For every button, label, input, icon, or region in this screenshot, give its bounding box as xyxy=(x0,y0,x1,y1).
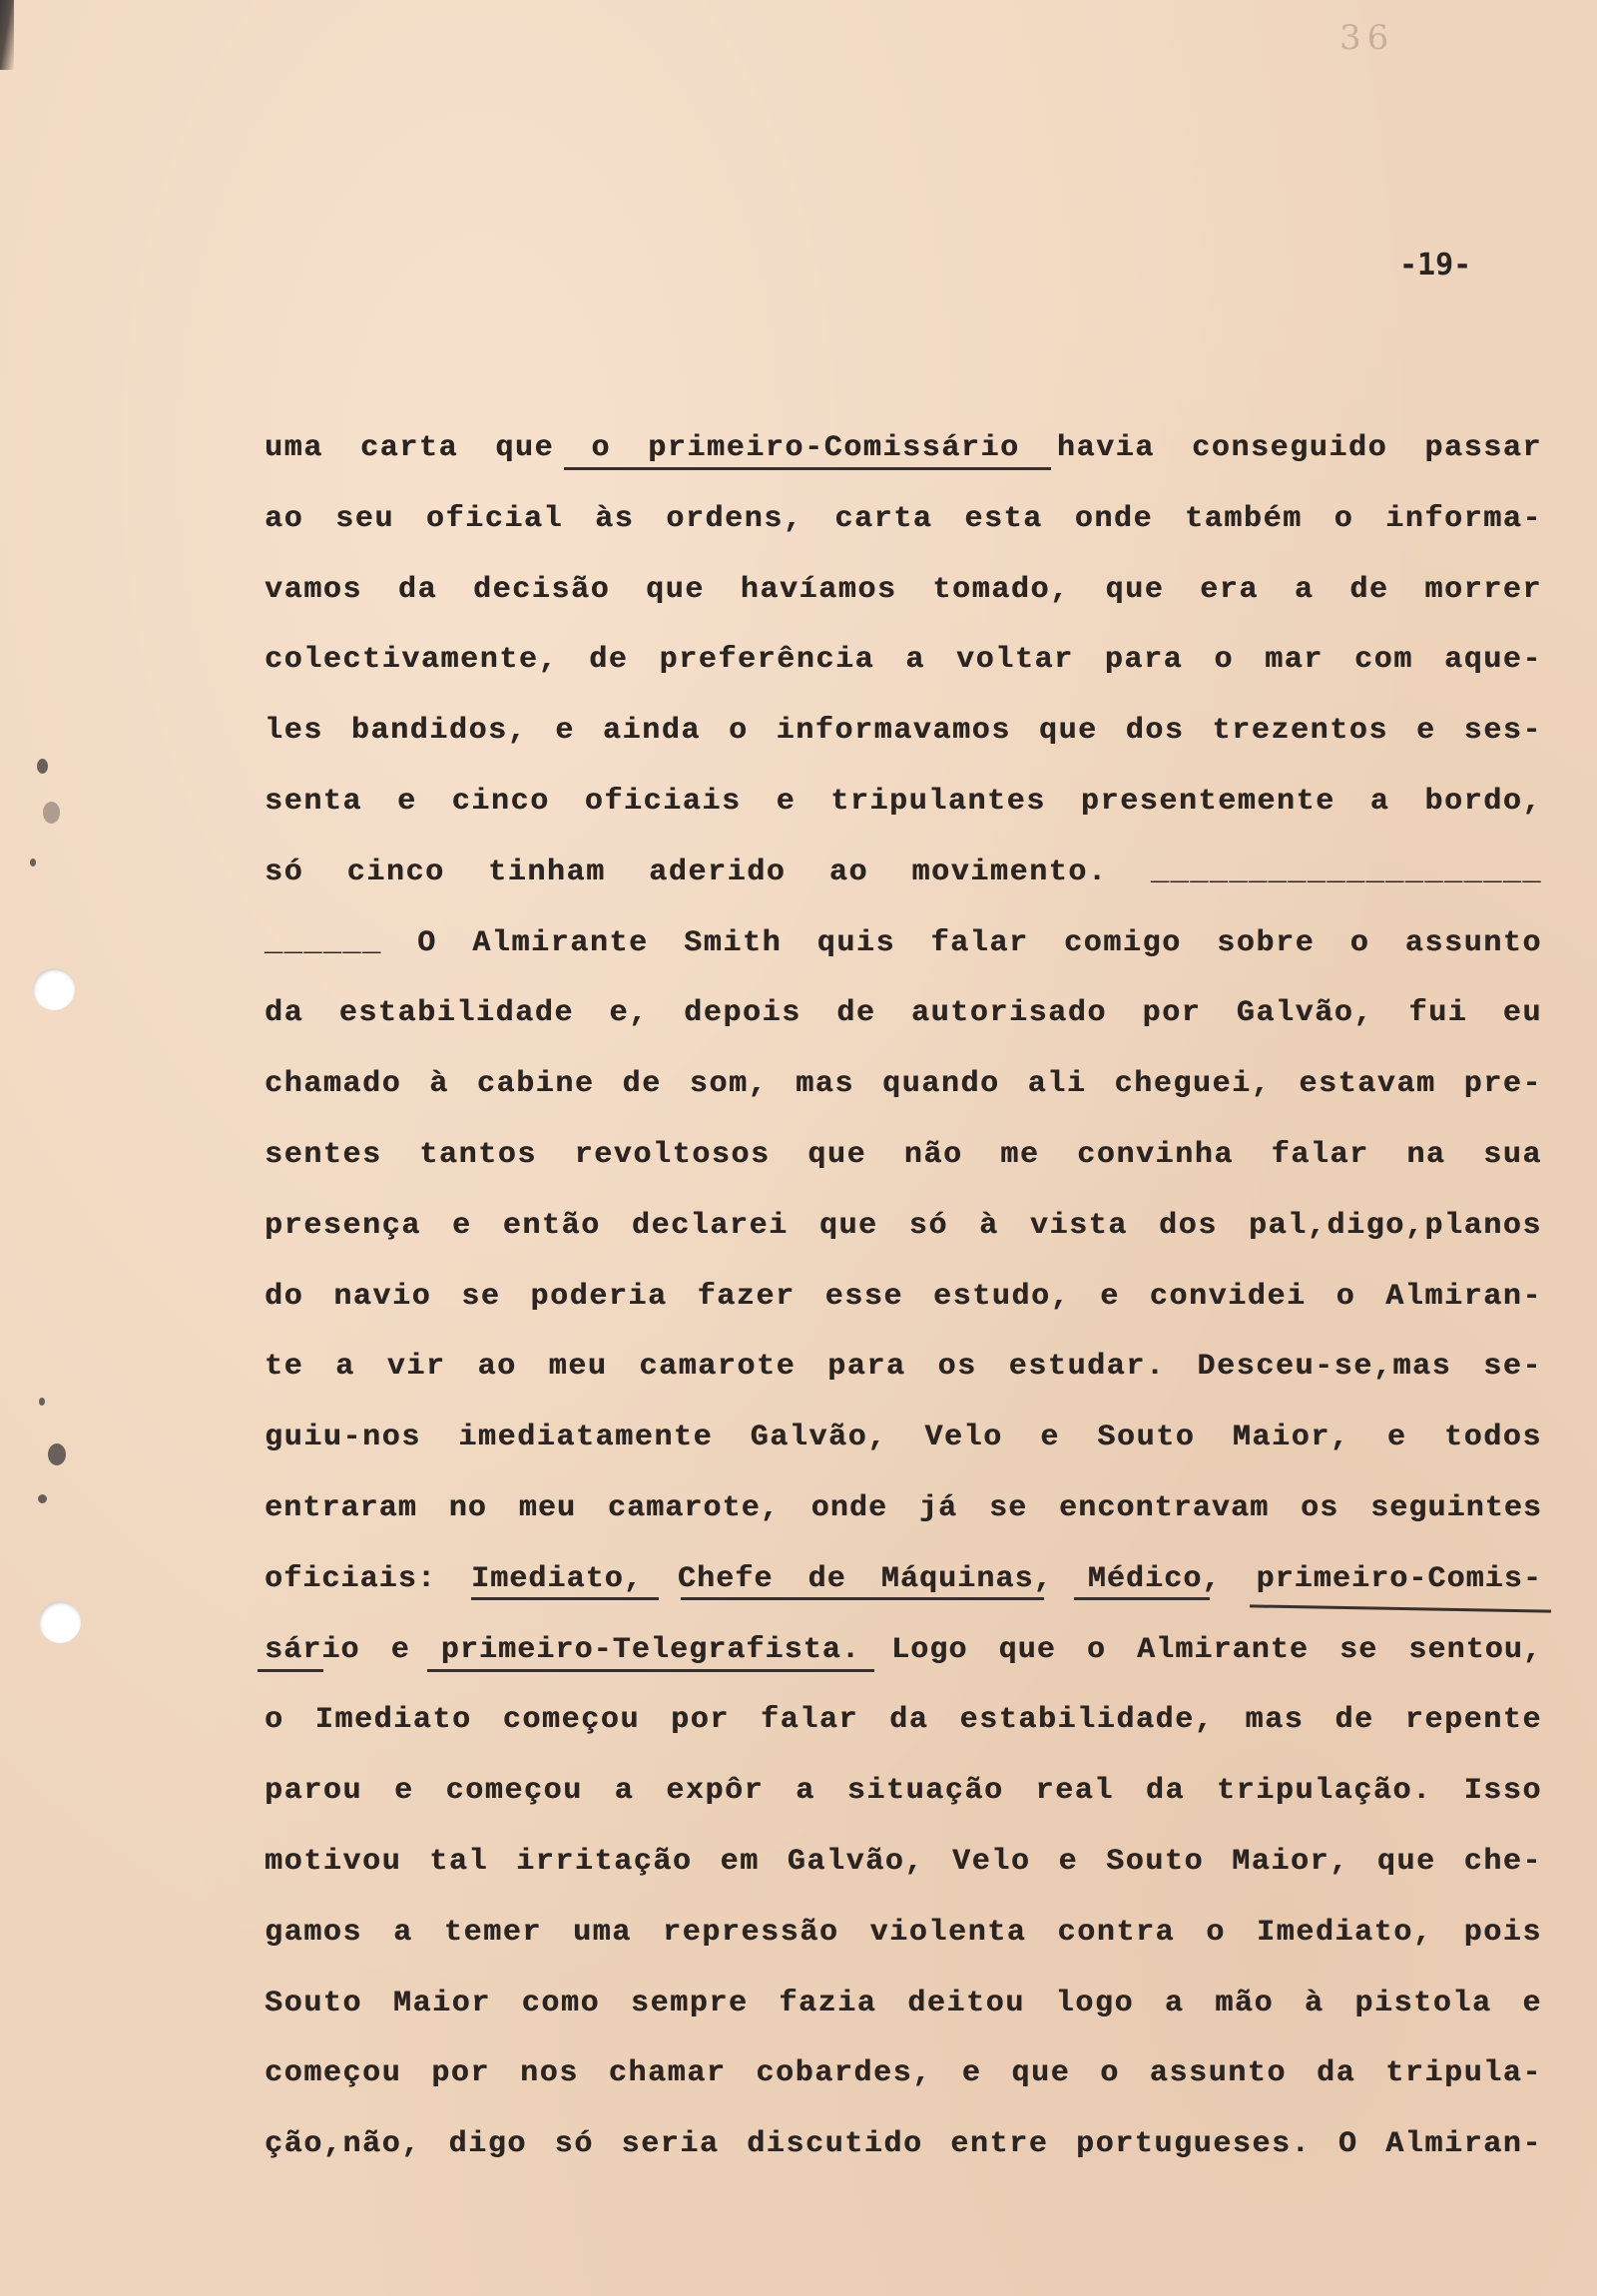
page-edge-shadow xyxy=(0,0,14,70)
pencil-annotation: 36 xyxy=(1339,18,1395,58)
text-line: chamado à cabine de som, mas quando ali cheguei, estavam pre- xyxy=(265,1067,1542,1102)
text-line: da estabilidade e, depois de autorisado por Galvão, fui eu xyxy=(265,996,1542,1031)
underline-primeiro-telegrafista xyxy=(427,1669,874,1672)
text-line: o Imediato começou por falar da estabilidade, mas de repente xyxy=(265,1703,1542,1738)
text-line: motivou tal irritação em Galvão, Velo e Souto Maior, que che- xyxy=(265,1844,1542,1879)
page-number: -19- xyxy=(1399,248,1472,283)
text-line: oficiais: Imediato, Chefe de Máquinas, Médico, primeiro-Comis- xyxy=(265,1561,1542,1596)
underline-sario xyxy=(258,1669,323,1672)
text-line: sário e primeiro-Telegrafista. Logo que o Almirante se sentou, xyxy=(265,1632,1542,1667)
text-line: sentes tantos revoltosos que não me convinha falar na sua xyxy=(265,1137,1542,1172)
punch-hole-bottom xyxy=(39,1601,81,1643)
underline-imediato xyxy=(471,1597,659,1600)
ink-stain xyxy=(43,802,60,824)
text-line: parou e começou a expôr a situação real da tripulação. Isso xyxy=(265,1774,1542,1809)
text-line: ção,não, digo só seria discutido entre portugueses. O Almiran- xyxy=(265,2127,1542,2162)
punch-hole-top xyxy=(33,968,75,1010)
text-line: te a vir ao meu camarote para os estudar. Desceu-se,mas se- xyxy=(265,1350,1542,1385)
text-line: Souto Maior como sempre fazia deitou logo a mão à pistola e xyxy=(265,1986,1542,2020)
ink-stain xyxy=(38,1494,47,1503)
text-line: senta e cinco oficiais e tripulantes presentemente a bordo, xyxy=(265,784,1542,819)
typed-text-body xyxy=(265,421,1542,2188)
underline-primeiro-comissario xyxy=(564,467,1051,470)
text-line: les bandidos, e ainda o informavamos que dos trezentos e ses- xyxy=(265,714,1542,749)
ink-stain xyxy=(48,1443,66,1465)
text-line: entraram no meu camarote, onde já se encontravam os seguintes xyxy=(265,1490,1542,1525)
text-line: ao seu oficial às ordens, carta esta onde também o informa- xyxy=(265,501,1542,536)
underline-chefe-de-maquinas xyxy=(681,1597,1044,1600)
text-line: do navio se poderia fazer esse estudo, e convidei o Almiran- xyxy=(265,1279,1542,1314)
ink-stain xyxy=(30,859,36,866)
text-line: presença e então declarei que só à vista dos pal,digo,planos xyxy=(265,1208,1542,1243)
ink-stain xyxy=(39,1398,45,1406)
ink-stain xyxy=(37,759,48,774)
text-line: vamos da decisão que havíamos tomado, que era a de morrer xyxy=(265,572,1542,607)
text-line: só cinco tinham aderido ao movimento. ____________________ xyxy=(265,855,1542,889)
underline-medico xyxy=(1074,1597,1210,1600)
text-line: começou por nos chamar cobardes, e que o assunto da tripula- xyxy=(265,2056,1542,2091)
text-line: colectivamente, de preferência a voltar para o mar com aque- xyxy=(265,643,1542,678)
text-line: uma carta que o primeiro-Comissário havia conseguido passar xyxy=(265,431,1542,465)
text-line: gamos a temer uma repressão violenta contra o Imediato, pois xyxy=(265,1915,1542,1950)
text-line: guiu-nos imediatamente Galvão, Velo e Souto Maior, e todos xyxy=(265,1421,1542,1455)
text-line: ______ O Almirante Smith quis falar comigo sobre o assunto xyxy=(265,925,1542,960)
